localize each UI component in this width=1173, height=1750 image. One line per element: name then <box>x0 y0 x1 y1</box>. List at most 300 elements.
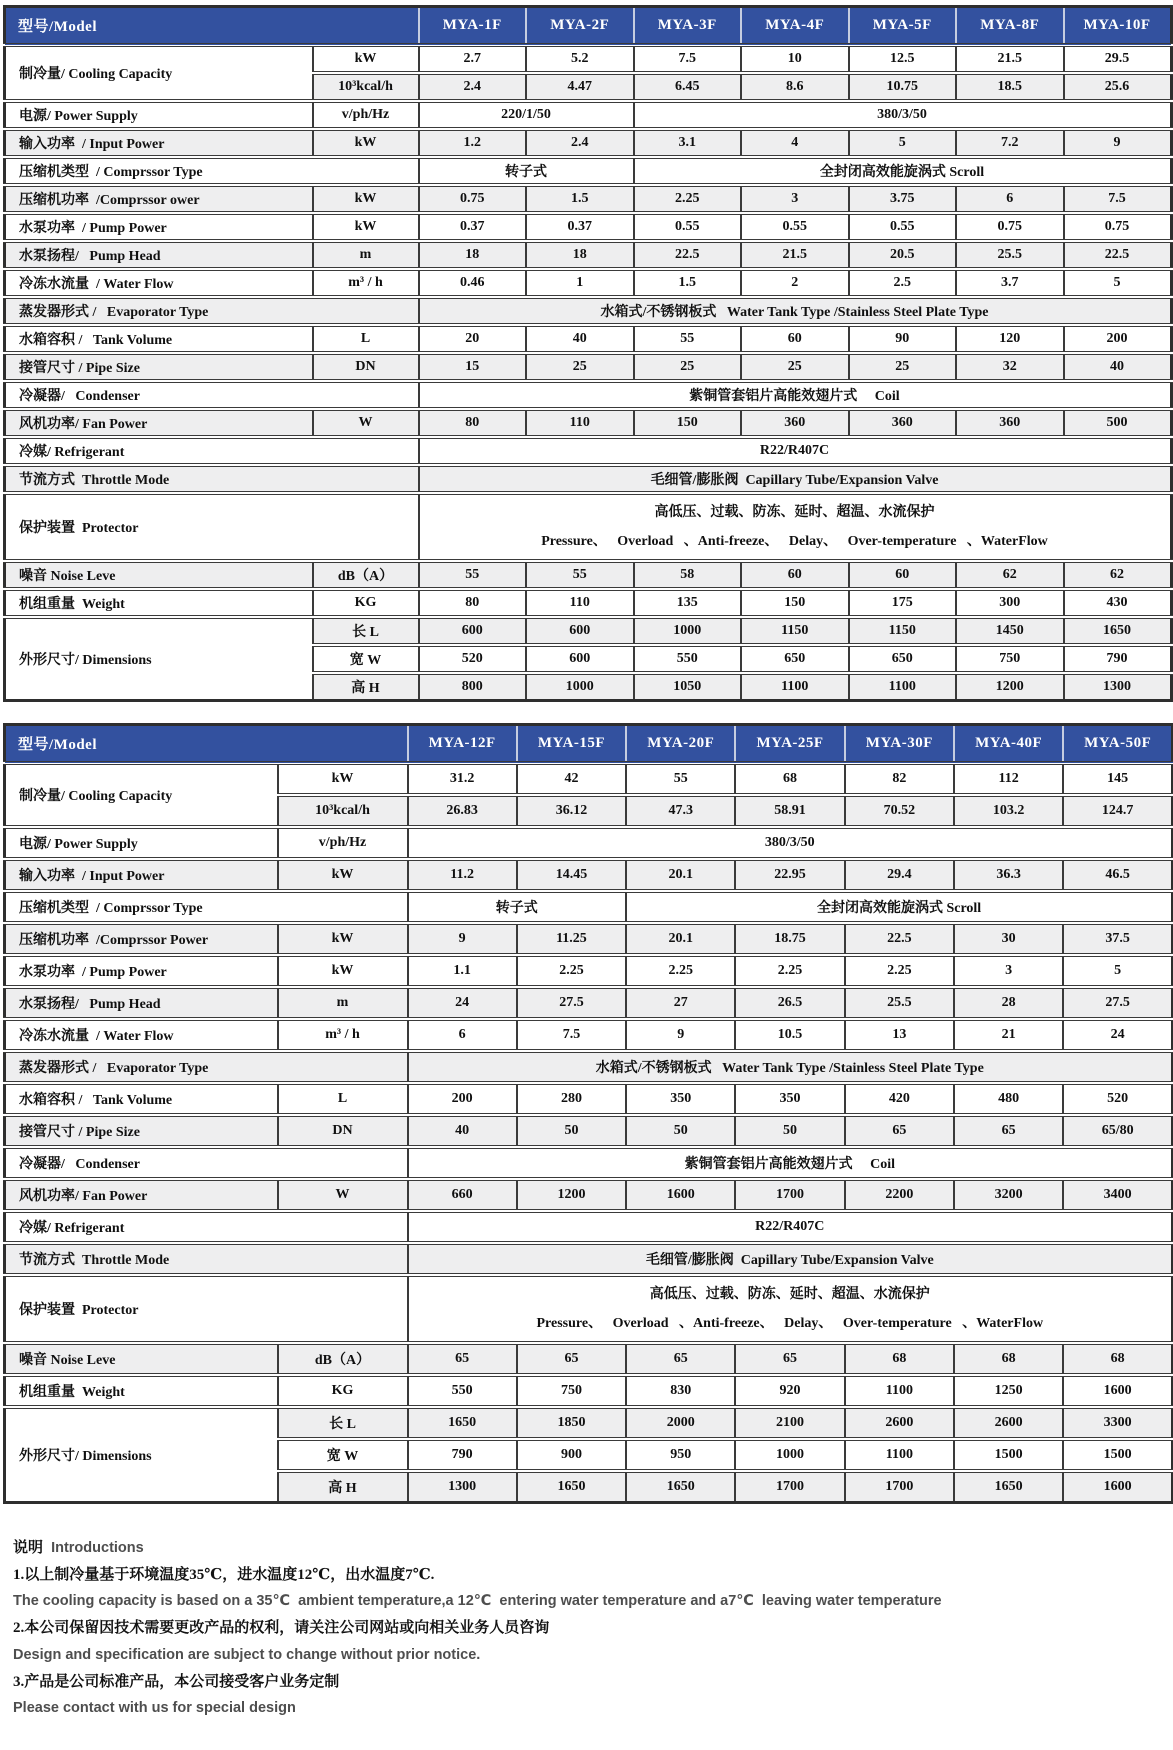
value-cell: 3400 <box>1063 1179 1172 1211</box>
row-label: 压缩机功率 /Comprssor Power <box>5 923 278 955</box>
unit-cell: m³ / h <box>278 1019 408 1051</box>
value-cell: 1100 <box>849 673 957 701</box>
row-label: 水箱容积 / Tank Volume <box>5 325 313 353</box>
model-header-cell: MYA-3F <box>634 7 742 46</box>
span-cell: R22/R407C <box>419 437 1172 465</box>
row-label: 水泵扬程/ Pump Head <box>5 241 313 269</box>
spec-row <box>5 409 1172 437</box>
unit-cell: 长 L <box>313 617 419 645</box>
unit-cell: W <box>313 409 419 437</box>
row-label: 冷凝器/ Condenser <box>5 381 419 409</box>
value-cell: 2600 <box>845 1407 954 1439</box>
value-cell: 10.75 <box>849 73 957 101</box>
value-cell: 800 <box>419 673 527 701</box>
unit-cell: kW <box>313 45 419 73</box>
value-cell: 103.2 <box>954 795 1063 827</box>
value-cell: 18.75 <box>735 923 844 955</box>
spec-row <box>5 381 1172 409</box>
value-cell: 10.5 <box>735 1019 844 1051</box>
value-cell: 4 <box>741 129 849 157</box>
value-cell: 124.7 <box>1063 795 1172 827</box>
value-cell: 3 <box>954 955 1063 987</box>
value-cell: 1100 <box>845 1439 954 1471</box>
value-cell: 520 <box>1063 1083 1172 1115</box>
value-cell: 112 <box>954 763 1063 795</box>
value-cell: 29.4 <box>845 859 954 891</box>
value-cell: 80 <box>419 409 527 437</box>
span-cell: R22/R407C <box>408 1211 1173 1243</box>
value-cell: 68 <box>1063 1343 1172 1375</box>
value-cell: 21.5 <box>956 45 1064 73</box>
row-label: 输入功率 / Input Power <box>5 129 313 157</box>
spec-row <box>5 859 1173 891</box>
value-cell: 25 <box>634 353 742 381</box>
note-line-2-en: Design and specification are subject to change without prior notice. <box>13 1646 481 1663</box>
value-cell: 1250 <box>954 1375 1063 1407</box>
value-cell: 4.47 <box>526 73 634 101</box>
value-cell: 920 <box>735 1375 844 1407</box>
value-cell: 24 <box>1063 1019 1172 1051</box>
row-label: 冷媒/ Refrigerant <box>5 437 419 465</box>
value-cell: 480 <box>954 1083 1063 1115</box>
value-cell: 65 <box>408 1343 517 1375</box>
value-cell: 65 <box>517 1343 626 1375</box>
note-line-1-cn: 1.以上制冷量基于环境温度35℃，进水温度12℃，出水温度7℃. <box>13 1566 435 1583</box>
value-cell: 60 <box>741 561 849 589</box>
unit-cell: dB（A） <box>313 561 419 589</box>
model-header-cell: MYA-4F <box>741 7 849 46</box>
unit-cell: 高 H <box>313 673 419 701</box>
value-cell: 1100 <box>741 673 849 701</box>
value-cell: 21 <box>954 1019 1063 1051</box>
value-cell: 3.1 <box>634 129 742 157</box>
unit-cell: KG <box>313 589 419 617</box>
value-cell: 8.6 <box>741 73 849 101</box>
value-cell: 2.25 <box>735 955 844 987</box>
spec-row <box>5 1051 1173 1083</box>
span-cell: 全封闭高效能旋涡式 Scroll <box>626 891 1172 923</box>
model-header-cell: MYA-12F <box>408 725 517 764</box>
value-cell: 9 <box>408 923 517 955</box>
unit-cell: kW <box>278 763 408 795</box>
value-cell: 10 <box>741 45 849 73</box>
unit-cell: kW <box>313 185 419 213</box>
value-cell: 900 <box>517 1439 626 1471</box>
value-cell: 62 <box>1064 561 1172 589</box>
spec-row <box>5 45 1172 73</box>
spec-row <box>5 1115 1173 1147</box>
row-label: 风机功率/ Fan Power <box>5 409 313 437</box>
unit-cell: m³ / h <box>313 269 419 297</box>
unit-cell: m <box>278 987 408 1019</box>
unit-cell: 宽 W <box>313 645 419 673</box>
value-cell: 7.5 <box>1064 185 1172 213</box>
value-cell: 22.95 <box>735 859 844 891</box>
value-cell: 22.5 <box>634 241 742 269</box>
value-cell: 13 <box>845 1019 954 1051</box>
row-label: 蒸发器形式 / Evaporator Type <box>5 297 419 325</box>
spec-table-1 <box>3 5 1173 702</box>
spec-row <box>5 589 1172 617</box>
span-cell: 220/1/50 <box>419 101 634 129</box>
value-cell: 110 <box>526 409 634 437</box>
unit-cell: kW <box>313 129 419 157</box>
row-label: 压缩机类型 / Comprssor Type <box>5 157 419 185</box>
value-cell: 65/80 <box>1063 1115 1172 1147</box>
span-cell: 转子式 <box>419 157 634 185</box>
value-cell: 80 <box>419 589 527 617</box>
row-label: 水泵功率 / Pump Power <box>5 213 313 241</box>
note-line-2-cn: 2.本公司保留因技术需要更改产品的权利，请关注公司网站或向相关业务人员咨询 <box>13 1620 550 1637</box>
value-cell: 550 <box>634 645 742 673</box>
unit-cell: m <box>313 241 419 269</box>
value-cell: 1150 <box>741 617 849 645</box>
value-cell: 520 <box>419 645 527 673</box>
row-label: 节流方式 Throttle Mode <box>5 465 419 493</box>
unit-cell: kW <box>278 955 408 987</box>
value-cell: 29.5 <box>1064 45 1172 73</box>
model-header-cell: MYA-8F <box>956 7 1064 46</box>
value-cell: 65 <box>954 1115 1063 1147</box>
value-cell: 1700 <box>735 1179 844 1211</box>
value-cell: 15 <box>419 353 527 381</box>
value-cell: 36.12 <box>517 795 626 827</box>
value-cell: 50 <box>517 1115 626 1147</box>
row-label: 水箱容积 / Tank Volume <box>5 1083 278 1115</box>
value-cell: 5 <box>849 129 957 157</box>
spec-row <box>5 955 1173 987</box>
notes-section <box>3 1525 1171 1722</box>
value-cell: 20.1 <box>626 923 735 955</box>
value-cell: 3200 <box>954 1179 1063 1211</box>
value-cell: 350 <box>735 1083 844 1115</box>
row-label: 水泵扬程/ Pump Head <box>5 987 278 1019</box>
value-cell: 3.7 <box>956 269 1064 297</box>
value-cell: 25.6 <box>1064 73 1172 101</box>
value-cell: 830 <box>626 1375 735 1407</box>
value-cell: 0.37 <box>526 213 634 241</box>
protector-line-en: Pressure、 Overload 、Anti-freeze、 Delay、 Over-temperature 、WaterFlow <box>541 534 1048 549</box>
row-label: 压缩机功率 /Comprssor ower <box>5 185 313 213</box>
value-cell: 50 <box>735 1115 844 1147</box>
value-cell: 37.5 <box>1063 923 1172 955</box>
value-cell: 21.5 <box>741 241 849 269</box>
spec-row <box>5 1211 1173 1243</box>
value-cell: 660 <box>408 1179 517 1211</box>
value-cell: 24 <box>408 987 517 1019</box>
value-cell: 58 <box>634 561 742 589</box>
value-cell: 300 <box>956 589 1064 617</box>
span-cell: 380/3/50 <box>408 827 1173 859</box>
value-cell: 360 <box>741 409 849 437</box>
value-cell: 1650 <box>626 1471 735 1503</box>
spec-row <box>5 561 1172 589</box>
row-label: 制冷量/ Cooling Capacity <box>5 763 278 827</box>
spec-row <box>5 1375 1173 1407</box>
spec-row <box>5 297 1172 325</box>
unit-cell: v/ph/Hz <box>313 101 419 129</box>
value-cell: 175 <box>849 589 957 617</box>
value-cell: 25 <box>741 353 849 381</box>
value-cell: 65 <box>845 1115 954 1147</box>
value-cell: 25 <box>526 353 634 381</box>
row-label: 压缩机类型 / Comprssor Type <box>5 891 408 923</box>
value-cell: 18 <box>526 241 634 269</box>
value-cell: 26.83 <box>408 795 517 827</box>
unit-cell: 宽 W <box>278 1439 408 1471</box>
value-cell: 20.5 <box>849 241 957 269</box>
value-cell: 600 <box>526 617 634 645</box>
value-cell: 1.1 <box>408 955 517 987</box>
span-cell: 毛细管/膨胀阀 Capillary Tube/Expansion Valve <box>419 465 1172 493</box>
value-cell: 1650 <box>954 1471 1063 1503</box>
value-cell: 200 <box>1064 325 1172 353</box>
value-cell: 2.25 <box>517 955 626 987</box>
value-cell: 9 <box>626 1019 735 1051</box>
value-cell: 7.5 <box>517 1019 626 1051</box>
value-cell: 27.5 <box>517 987 626 1019</box>
spec-row <box>5 101 1172 129</box>
value-cell: 55 <box>526 561 634 589</box>
spec-row <box>5 763 1173 795</box>
value-cell: 110 <box>526 589 634 617</box>
value-cell: 1600 <box>1063 1471 1172 1503</box>
unit-cell: 10³kcal/h <box>313 73 419 101</box>
value-cell: 26.5 <box>735 987 844 1019</box>
row-label: 水泵功率 / Pump Power <box>5 955 278 987</box>
row-label: 风机功率/ Fan Power <box>5 1179 278 1211</box>
protector-line-cn: 高低压、过载、防冻、延时、超温、水流保护 <box>649 1286 930 1302</box>
row-label: 保护装置 Protector <box>5 493 419 561</box>
value-cell: 650 <box>849 645 957 673</box>
value-cell: 1600 <box>1063 1375 1172 1407</box>
value-cell: 1000 <box>634 617 742 645</box>
value-cell: 1200 <box>517 1179 626 1211</box>
row-label: 电源/ Power Supply <box>5 101 313 129</box>
note-line-1-en: The cooling capacity is based on a 35℃ ambient temperature,a 12℃ entering water temperature and a7℃ leaving water temperature <box>13 1593 942 1610</box>
value-cell: 68 <box>845 1343 954 1375</box>
value-cell: 1300 <box>408 1471 517 1503</box>
spec-row <box>5 1179 1173 1211</box>
value-cell: 25.5 <box>956 241 1064 269</box>
row-label: 蒸发器形式 / Evaporator Type <box>5 1051 408 1083</box>
value-cell: 2200 <box>845 1179 954 1211</box>
spec-row <box>5 1019 1173 1051</box>
value-cell: 11.2 <box>408 859 517 891</box>
value-cell: 2.5 <box>849 269 957 297</box>
value-cell: 22.5 <box>845 923 954 955</box>
model-header-cell: MYA-5F <box>849 7 957 46</box>
value-cell: 40 <box>1064 353 1172 381</box>
spec-row <box>5 923 1173 955</box>
value-cell: 36.3 <box>954 859 1063 891</box>
value-cell: 1300 <box>1064 673 1172 701</box>
spec-row <box>5 353 1172 381</box>
value-cell: 0.55 <box>634 213 742 241</box>
value-cell: 2.4 <box>526 129 634 157</box>
span-cell: 全封闭高效能旋涡式 Scroll <box>634 157 1172 185</box>
spec-row <box>5 493 1172 561</box>
row-label: 制冷量/ Cooling Capacity <box>5 45 313 101</box>
row-label: 节流方式 Throttle Mode <box>5 1243 408 1275</box>
value-cell: 2100 <box>735 1407 844 1439</box>
value-cell: 40 <box>526 325 634 353</box>
value-cell: 68 <box>954 1343 1063 1375</box>
value-cell: 12.5 <box>849 45 957 73</box>
value-cell: 420 <box>845 1083 954 1115</box>
value-cell: 2.7 <box>419 45 527 73</box>
value-cell: 1.5 <box>526 185 634 213</box>
note-line-3-cn: 3.产品是公司标准产品，本公司接受客户业务定制 <box>13 1673 340 1690</box>
value-cell: 1850 <box>517 1407 626 1439</box>
model-header-cell: MYA-10F <box>1064 7 1172 46</box>
value-cell: 25 <box>849 353 957 381</box>
value-cell: 20.1 <box>626 859 735 891</box>
value-cell: 65 <box>626 1343 735 1375</box>
unit-cell: kW <box>313 213 419 241</box>
unit-cell: L <box>278 1083 408 1115</box>
value-cell: 1050 <box>634 673 742 701</box>
value-cell: 55 <box>634 325 742 353</box>
row-label: 外形尺寸/ Dimensions <box>5 617 313 701</box>
value-cell: 200 <box>408 1083 517 1115</box>
value-cell: 60 <box>741 325 849 353</box>
value-cell: 2 <box>741 269 849 297</box>
unit-cell: v/ph/Hz <box>278 827 408 859</box>
unit-cell: KG <box>278 1375 408 1407</box>
span-cell <box>419 493 1172 561</box>
value-cell: 750 <box>517 1375 626 1407</box>
value-cell: 68 <box>735 763 844 795</box>
value-cell: 430 <box>1064 589 1172 617</box>
row-label: 噪音 Noise Leve <box>5 561 313 589</box>
row-label: 机组重量 Weight <box>5 589 313 617</box>
value-cell: 2600 <box>954 1407 1063 1439</box>
value-cell: 70.52 <box>845 795 954 827</box>
unit-cell: L <box>313 325 419 353</box>
value-cell: 40 <box>408 1115 517 1147</box>
spec-row <box>5 1343 1173 1375</box>
value-cell: 47.3 <box>626 795 735 827</box>
value-cell: 1000 <box>526 673 634 701</box>
row-label: 冷凝器/ Condenser <box>5 1147 408 1179</box>
spec-row <box>5 269 1172 297</box>
model-header-cell: MYA-50F <box>1063 725 1172 764</box>
model-header-cell: MYA-20F <box>626 725 735 764</box>
note-line-3-en: Please contact with us for special design <box>13 1700 296 1717</box>
value-cell: 55 <box>419 561 527 589</box>
value-cell: 18 <box>419 241 527 269</box>
spec-row <box>5 241 1172 269</box>
value-cell: 600 <box>526 645 634 673</box>
unit-cell: W <box>278 1179 408 1211</box>
unit-cell: 高 H <box>278 1471 408 1503</box>
value-cell: 55 <box>626 763 735 795</box>
value-cell: 280 <box>517 1083 626 1115</box>
value-cell: 3.75 <box>849 185 957 213</box>
row-label: 冷媒/ Refrigerant <box>5 1211 408 1243</box>
spec-row <box>5 1243 1173 1275</box>
value-cell: 1500 <box>1063 1439 1172 1471</box>
spec-row <box>5 891 1173 923</box>
value-cell: 6 <box>956 185 1064 213</box>
value-cell: 46.5 <box>1063 859 1172 891</box>
notes-title-en <box>43 1540 51 1556</box>
value-cell: 1700 <box>735 1471 844 1503</box>
value-cell: 0.75 <box>1064 213 1172 241</box>
spec-row <box>5 1083 1173 1115</box>
value-cell: 790 <box>1064 645 1172 673</box>
spec-row <box>5 129 1172 157</box>
value-cell: 0.75 <box>419 185 527 213</box>
value-cell: 150 <box>634 409 742 437</box>
value-cell: 0.37 <box>419 213 527 241</box>
value-cell: 360 <box>849 409 957 437</box>
model-header-cell: MYA-15F <box>517 725 626 764</box>
value-cell: 58.91 <box>735 795 844 827</box>
value-cell: 50 <box>626 1115 735 1147</box>
notes-title-cn: 说明 <box>13 1540 44 1556</box>
value-cell: 500 <box>1064 409 1172 437</box>
value-cell: 82 <box>845 763 954 795</box>
value-cell: 25.5 <box>845 987 954 1019</box>
unit-cell: DN <box>313 353 419 381</box>
row-label: 冷冻水流量 / Water Flow <box>5 1019 278 1051</box>
model-header-cell: MYA-25F <box>735 725 844 764</box>
value-cell: 600 <box>419 617 527 645</box>
span-cell: 紫铜管套铝片高能效翅片式 Coil <box>408 1147 1173 1179</box>
spec-row <box>5 185 1172 213</box>
value-cell: 2.25 <box>845 955 954 987</box>
value-cell: 1.5 <box>634 269 742 297</box>
value-cell: 150 <box>741 589 849 617</box>
value-cell: 3 <box>741 185 849 213</box>
unit-cell: dB（A） <box>278 1343 408 1375</box>
value-cell: 2.25 <box>634 185 742 213</box>
spec-row <box>5 827 1173 859</box>
unit-cell: DN <box>278 1115 408 1147</box>
value-cell: 42 <box>517 763 626 795</box>
value-cell: 1600 <box>626 1179 735 1211</box>
row-label: 接管尺寸 / Pipe Size <box>5 1115 278 1147</box>
value-cell: 2000 <box>626 1407 735 1439</box>
value-cell: 2.4 <box>419 73 527 101</box>
row-label: 保护装置 Protector <box>5 1275 408 1343</box>
value-cell: 32 <box>956 353 1064 381</box>
value-cell: 790 <box>408 1439 517 1471</box>
value-cell: 7.5 <box>634 45 742 73</box>
value-cell: 1000 <box>735 1439 844 1471</box>
value-cell: 90 <box>849 325 957 353</box>
value-cell: 1 <box>526 269 634 297</box>
row-label: 接管尺寸 / Pipe Size <box>5 353 313 381</box>
value-cell: 20 <box>419 325 527 353</box>
value-cell: 1100 <box>845 1375 954 1407</box>
value-cell: 1500 <box>954 1439 1063 1471</box>
value-cell: 2.25 <box>626 955 735 987</box>
spec-row <box>5 437 1172 465</box>
span-cell: 380/3/50 <box>634 101 1172 129</box>
value-cell: 27.5 <box>1063 987 1172 1019</box>
value-cell: 1200 <box>956 673 1064 701</box>
row-label: 机组重量 Weight <box>5 1375 278 1407</box>
spec-row <box>5 157 1172 185</box>
value-cell: 7.2 <box>956 129 1064 157</box>
value-cell: 0.75 <box>956 213 1064 241</box>
value-cell: 11.25 <box>517 923 626 955</box>
value-cell: 65 <box>735 1343 844 1375</box>
spec-row <box>5 213 1172 241</box>
